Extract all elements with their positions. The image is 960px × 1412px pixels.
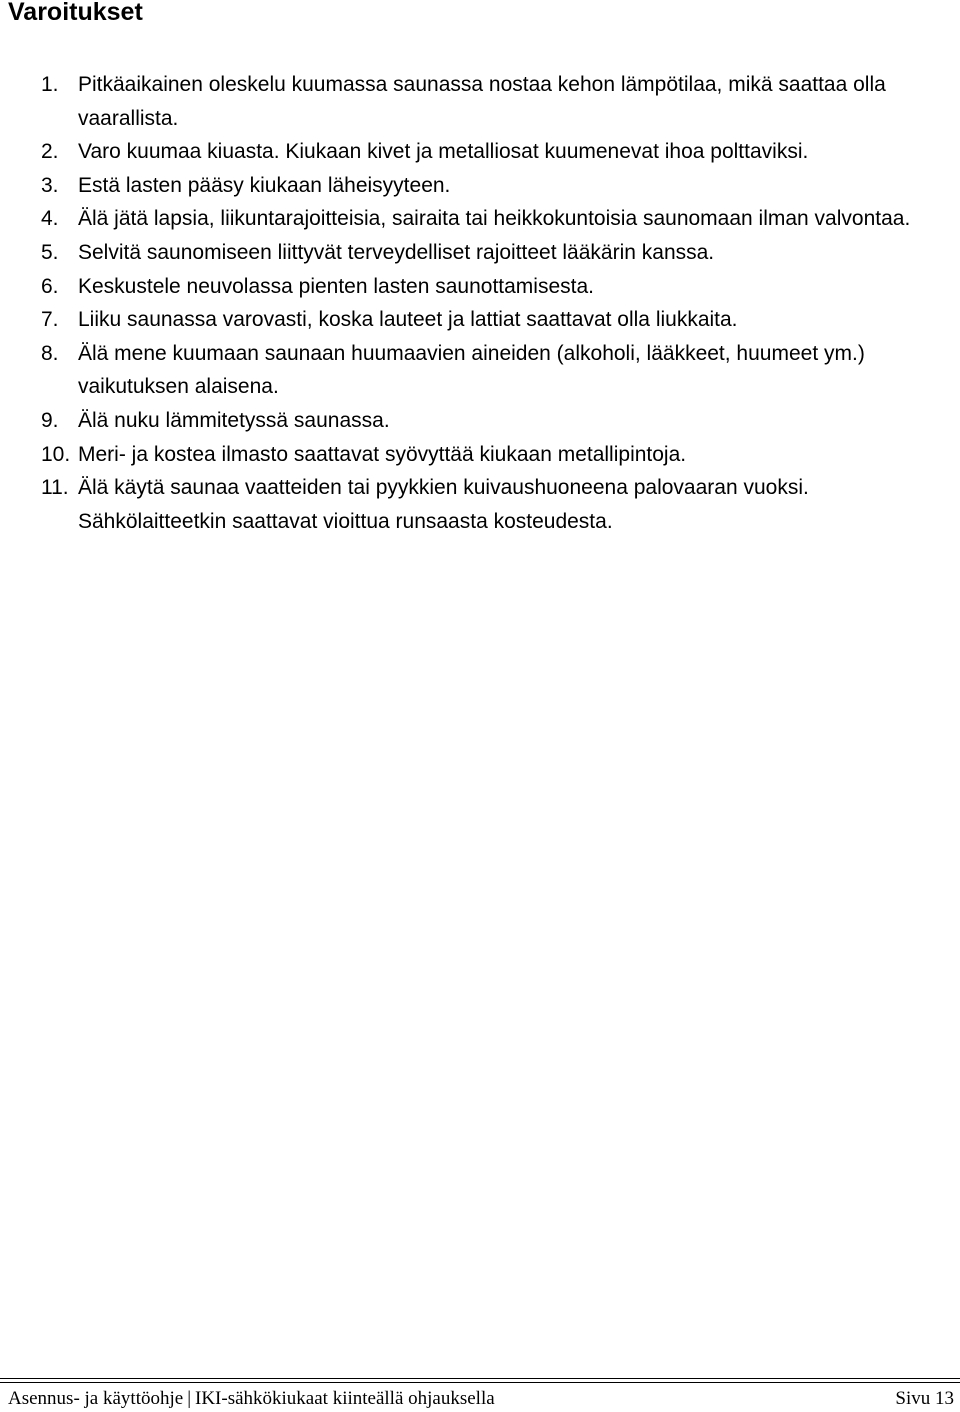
list-item [0,404,960,438]
footer-document-title: Asennus- ja käyttöohje [8,1388,184,1409]
list-item [0,270,960,304]
list-item-number: 2. [41,140,59,164]
footer-divider [0,1378,960,1383]
list-item-number: 9. [41,408,59,432]
list-item [0,303,960,337]
list-item-text: Älä jätä lapsia, liikuntarajoitteisia, sairaita tai heikkokuntoisia saunomaan ilman valvontaa. [78,207,911,231]
list-item [0,438,960,472]
list-item [0,471,960,538]
list-item-number: 11. [41,476,69,500]
list-item-number: 3. [41,173,59,197]
list-item [0,236,960,270]
list-item-text: Estä lasten pääsy kiukaan läheisyyteen. [78,173,451,197]
list-item-text: Liiku saunassa varovasti, koska lauteet ja lattiat saattavat olla liukkaita. [78,308,738,332]
list-item-text: Älä nuku lämmitetyssä saunassa. [78,408,390,432]
list-item [0,169,960,203]
list-item-number: 5. [41,240,59,264]
list-item-text: Älä mene kuumaan saunaan huumaavien aineiden (alkoholi, lääkkeet, huumeet ym.) vaikutuksen alaisena. [78,341,865,399]
list-item-text: Pitkäaikainen oleskelu kuumassa saunassa nostaa kehon lämpötilaa, mikä saattaa olla vaarallista. [78,73,886,130]
footer-separator: | [187,1388,191,1409]
list-item [0,337,960,404]
list-item-text: Älä käytä saunaa vaatteiden tai pyykkien kuivaushuoneena palovaaran vuoksi. Sähkölaitteetkin saattavat vioittua runsaasta kosteudesta. [78,476,809,533]
list-item-text: Meri- ja kostea ilmasto saattavat syövyttää kiukaan metallipintoja. [78,442,687,466]
list-item-number: 10. [41,442,71,466]
list-item [0,135,960,169]
list-item [0,202,960,236]
list-item-text: Varo kuumaa kiuasta. Kiukaan kivet ja metalliosat kuumenevat ihoa polttaviksi. [78,140,809,164]
list-item-text: Selvitä saunomiseen liittyvät terveydelliset rajoitteet lääkärin kanssa. [78,240,715,264]
warnings-list [0,68,960,538]
list-item [0,68,960,135]
list-item-number: 7. [41,308,59,332]
list-item-number: 1. [41,73,59,96]
list-item-number: 6. [41,274,59,298]
footer-product-name: IKI-sähkökiukaat kiinteällä ohjauksella [195,1388,495,1409]
page-number: Sivu 13 [895,1388,954,1409]
page-heading: Varoitukset [8,0,143,26]
list-item-number: 4. [41,207,59,231]
page-footer [8,1386,954,1412]
list-item-number: 8. [41,341,59,365]
list-item-text: Keskustele neuvolassa pienten lasten saunottamisesta. [78,274,594,298]
